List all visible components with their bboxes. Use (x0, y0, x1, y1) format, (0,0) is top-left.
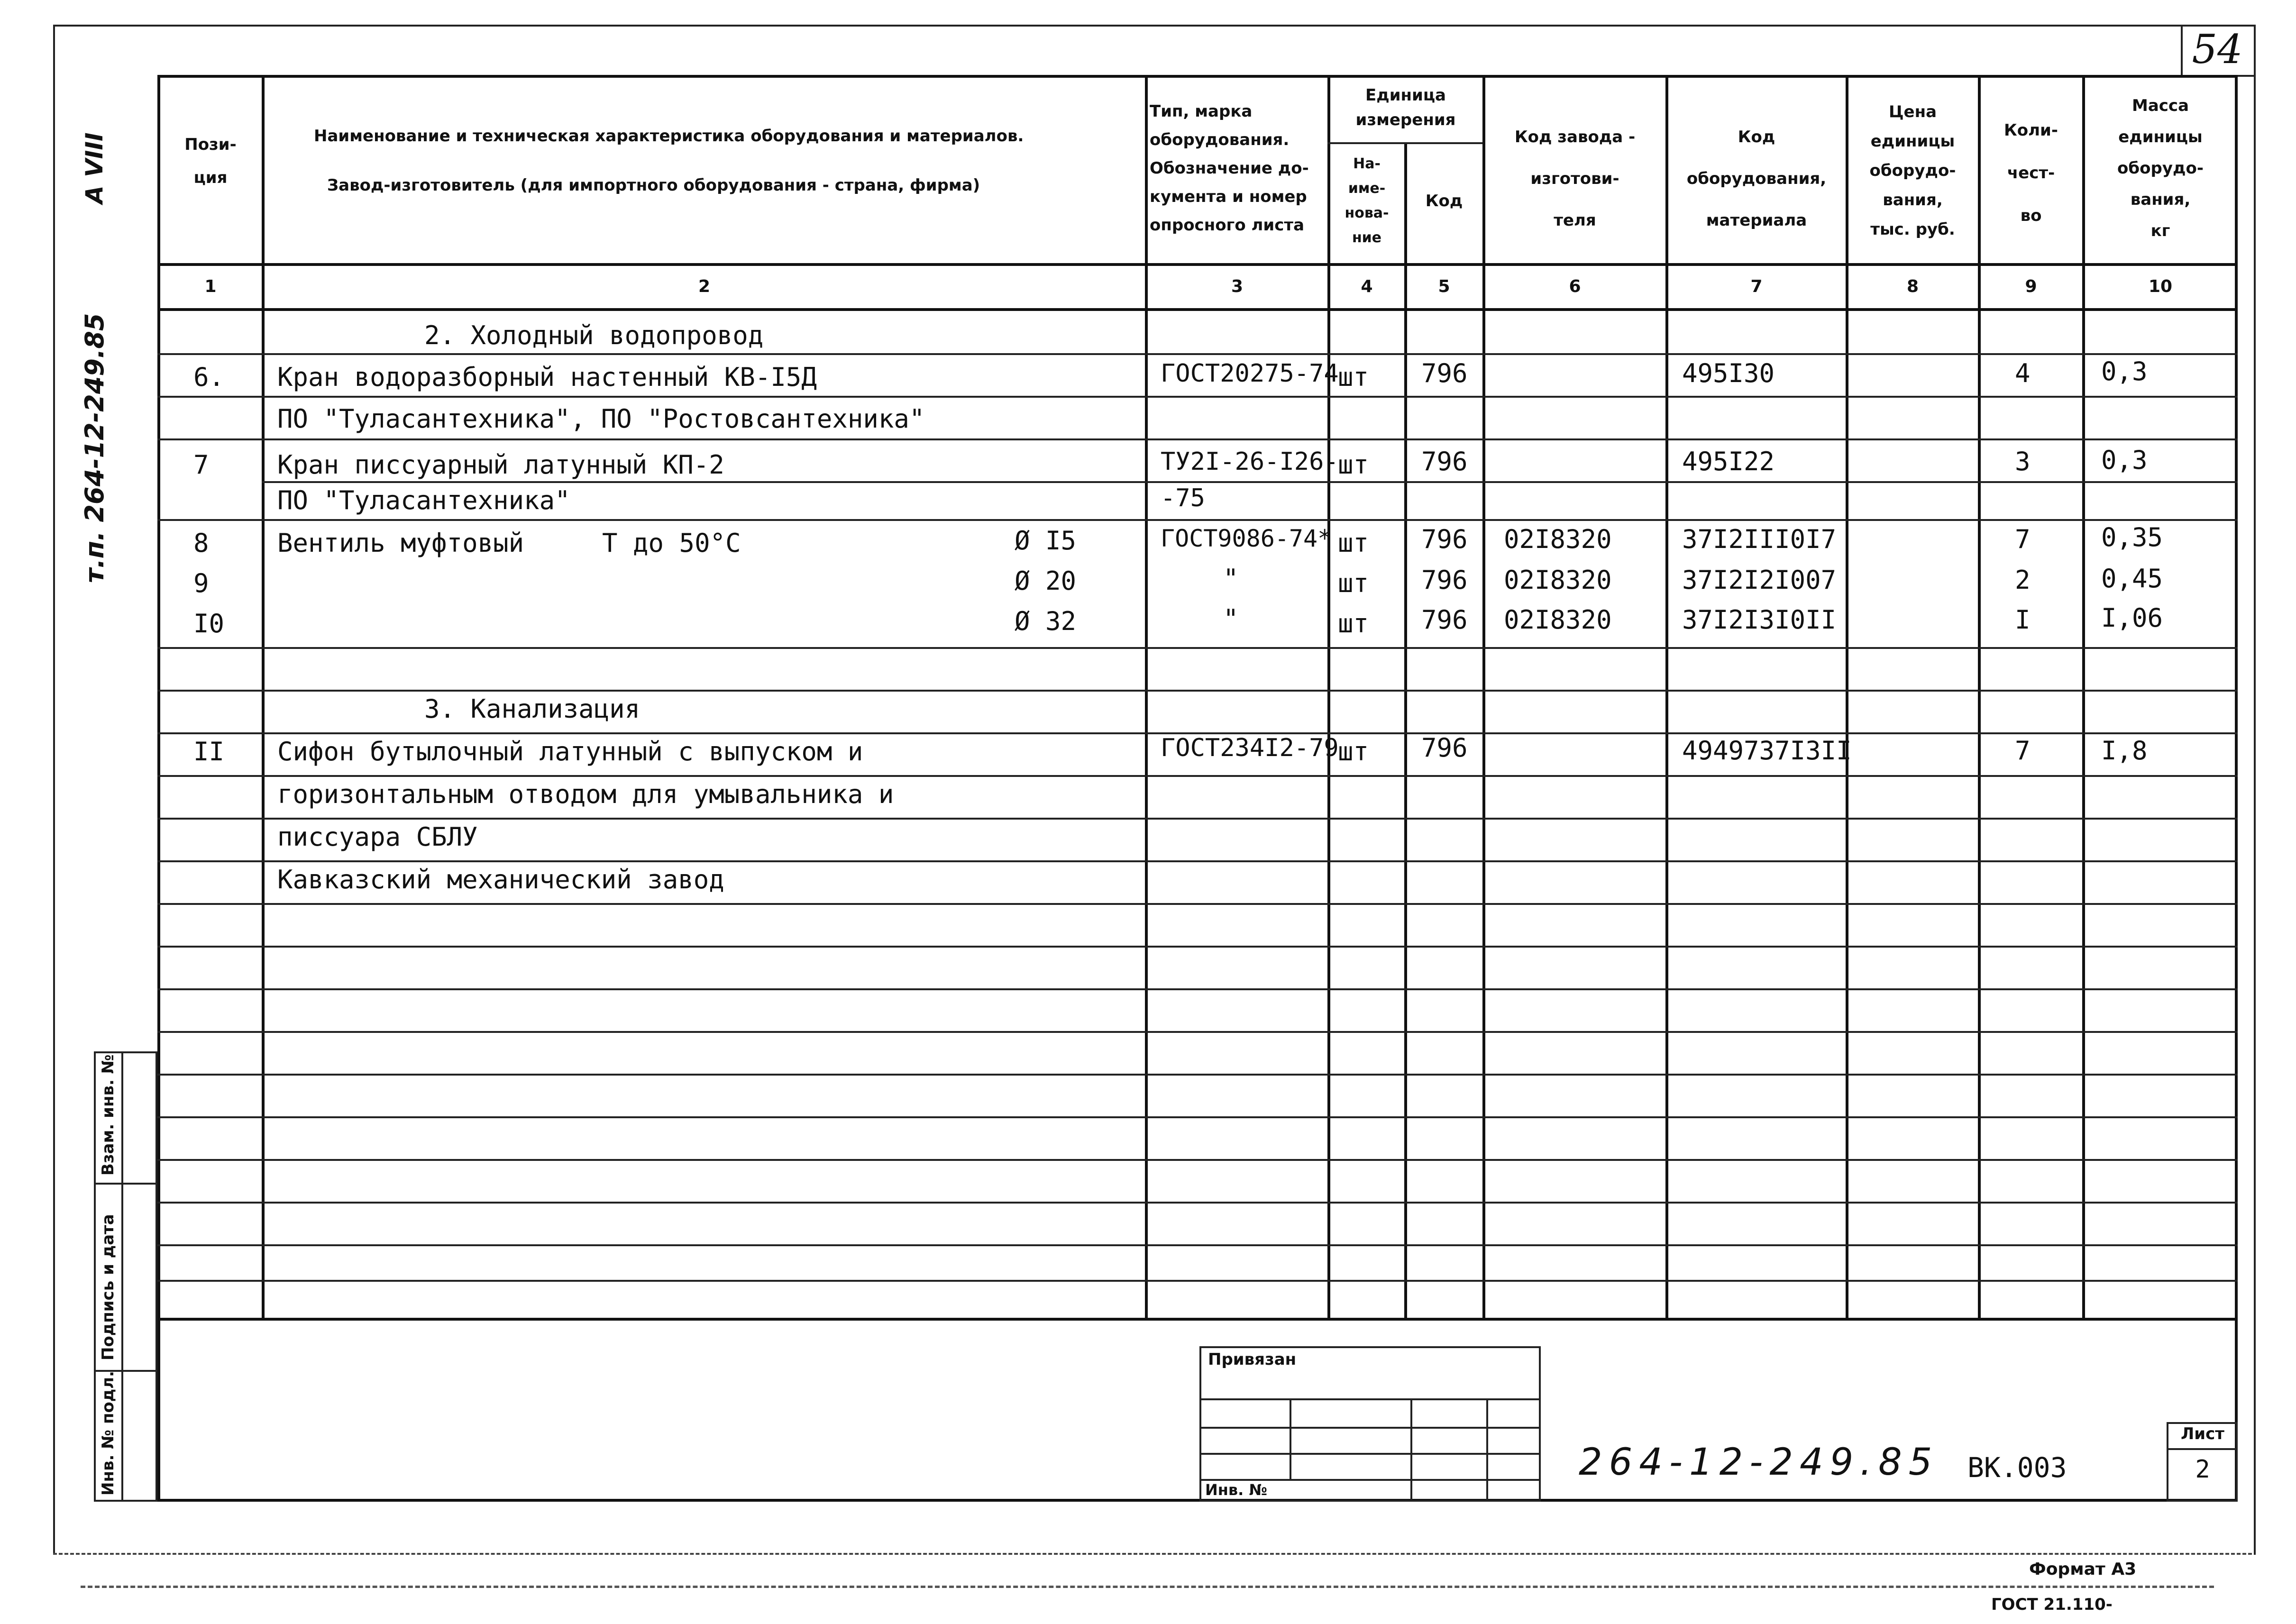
col-divider-9 (2082, 75, 2085, 1318)
table-row-10-doc: " (1223, 604, 1239, 634)
table-row-7-pos: 7 (193, 450, 209, 480)
row-line (157, 818, 2238, 820)
row-line (157, 775, 2238, 777)
attached-vline (1290, 1398, 1291, 1479)
table-row-6-qty: 4 (2015, 358, 2031, 388)
row-line (157, 860, 2238, 862)
colnum-4: 4 (1361, 277, 1373, 296)
table-row-7-item: 495I22 (1682, 447, 1775, 476)
table-row-6-mass: 0,3 (2101, 356, 2148, 386)
header-price: Цена единицы оборудо- вания, тыс. руб. (1869, 102, 1956, 239)
table-row-6-unit: шт (1338, 362, 1369, 392)
header-mass: Масса единицы оборудо- вания, кг (2117, 96, 2204, 240)
table-row-8-qty: 7 (2015, 524, 2031, 554)
table-row-6-doc: ГОСТ20275-74 (1161, 359, 1339, 388)
colnum-2: 2 (698, 277, 711, 296)
colnum-7: 7 (1750, 277, 1763, 296)
col-divider-5 (1482, 75, 1485, 1318)
table-row-6-maker: ПО "Туласантехника", ПО "Ростовсантехника" (277, 404, 925, 434)
table-row-11-name-cont2: писсуара СБЛУ (277, 822, 478, 852)
table-row-7-qty: 3 (2015, 447, 2031, 476)
row-line (157, 903, 2238, 905)
table-row-11-item: 4949737I3II (1682, 736, 1852, 766)
side-doc-label: т.п. 264-12-249.85 (80, 313, 110, 583)
table-row-9-diameter: Ø 20 (1015, 566, 1077, 596)
table-row-9-doc: " (1223, 564, 1239, 593)
attached-vline (1410, 1398, 1412, 1502)
table-row-6-code: 796 (1421, 358, 1468, 388)
colnum-5: 5 (1438, 277, 1450, 296)
row-line (157, 519, 2238, 521)
table-row-8-diameter: Ø I5 (1015, 526, 1077, 556)
header-unit-code: Код (1425, 192, 1463, 210)
row-line (157, 1202, 2238, 1204)
section-title-cold-water: 2. Холодный водопровод (424, 320, 764, 350)
table-row-9-mass: 0,45 (2101, 564, 2163, 593)
row-line (157, 690, 2238, 692)
sheet-label: Лист (2181, 1424, 2224, 1443)
row-line (157, 1031, 2238, 1033)
table-row-10-unit: шт (1338, 609, 1369, 639)
table-row-11-pos: II (193, 737, 225, 766)
row-line (157, 1074, 2238, 1076)
header-bottom-line (157, 263, 2238, 266)
row-line (157, 396, 2238, 398)
row-line (157, 1116, 2238, 1118)
stamp-divider-h1 (94, 1183, 157, 1185)
standard-label: ГОСТ 21.110- (1991, 1595, 2113, 1614)
table-row-10-diameter: Ø 32 (1015, 606, 1077, 636)
stamp-label-replace: Взам. инв. № (99, 1054, 118, 1176)
table-row-7-mass: 0,3 (2101, 445, 2148, 475)
header-unit-group: Единица измерения (1355, 86, 1456, 129)
colnum-9: 9 (2025, 277, 2037, 296)
table-row-10-mass: I,06 (2101, 603, 2163, 633)
attached-vline (1486, 1398, 1488, 1502)
page-number: 54 (2192, 26, 2243, 73)
table-row-7-doc-cont: -75 (1161, 484, 1205, 512)
attached-line (1199, 1398, 1541, 1400)
table-row-8-doc: ГОСТ9086-74* (1161, 525, 1332, 552)
table-row-10-pos: I0 (193, 609, 225, 639)
table-row-8-item: 37I2III0I7 (1682, 524, 1837, 554)
attached-label: Привязан (1208, 1350, 1297, 1369)
stamp-label-signature: Подпись и дата (99, 1214, 118, 1360)
table-row-10-item: 37I2I3I0II (1682, 605, 1837, 635)
cut-line (81, 1586, 2214, 1588)
table-row-8-pos: 8 (193, 528, 209, 558)
table-row-6-item: 495I30 (1682, 358, 1775, 388)
table-row-11-maker: Кавказский механический завод (277, 865, 724, 894)
document-number: 264-12-249.85 (1579, 1441, 1939, 1484)
table-row-7-doc: ТУ2I-26-I26- (1161, 447, 1339, 476)
table-row-6-name: Кран водоразборный настенный КВ-I5Д (277, 362, 817, 392)
table-row-11-name-cont1: горизонтальным отводом для умывальника и (277, 779, 894, 809)
table-row-10-maker-code: 02I8320 (1504, 605, 1612, 635)
col-divider-2 (1145, 75, 1148, 1318)
col-divider-4 (1404, 142, 1407, 1318)
header-name-line1: Наименование и техническая характеристика оборудования и материалов. (314, 127, 1024, 146)
section-code: ВК.003 (1967, 1451, 2067, 1484)
header-unit-name: На- име- нова- ние (1345, 155, 1389, 246)
section-title-sewerage: 3. Канализация (424, 694, 640, 724)
table-row-9-item: 37I2I2I007 (1682, 565, 1837, 595)
colnum-8: 8 (1906, 277, 1919, 296)
table-row-11-doc: ГОСТ234I2-79 (1161, 734, 1339, 762)
col-divider-6 (1665, 75, 1668, 1318)
table-row-8-mass: 0,35 (2101, 522, 2163, 552)
colnum-bottom-line (157, 308, 2238, 311)
col-divider-7 (1846, 75, 1848, 1318)
row-line (157, 946, 2238, 948)
table-row-9-code: 796 (1421, 565, 1468, 595)
table-row-9-maker-code: 02I8320 (1504, 565, 1612, 595)
table-row-7-maker: ПО "Туласантехника" (277, 485, 570, 515)
inventory-label: Инв. № (1205, 1481, 1267, 1499)
sheet-box-line (2167, 1448, 2238, 1450)
table-row-11-name: Сифон бутылочный латунный с выпуском и (277, 737, 863, 766)
header-position: Пози- ция (184, 135, 237, 187)
table-row-8-note: Т до 50°С (602, 528, 741, 558)
stamp-label-inventory: Инв. № подл. (99, 1370, 118, 1496)
table-row-6-pos: 6. (193, 362, 225, 392)
table-row-10-qty: I (2015, 605, 2031, 635)
row-line (157, 647, 2238, 649)
table-row-11-qty: 7 (2015, 736, 2031, 766)
row-line (157, 1159, 2238, 1161)
side-top-label: А VIII (81, 132, 108, 204)
header-type-doc: Тип, марка оборудования. Обозначение до- кумента и номер опросного листа (1150, 102, 1309, 235)
row-line (157, 353, 2238, 355)
header-quantity: Коли- чест- во (2004, 121, 2058, 225)
row-line (157, 1244, 2238, 1246)
sheet-number: 2 (2195, 1455, 2210, 1484)
table-row-9-qty: 2 (2015, 565, 2031, 595)
header-maker-code: Код завода - изготови- теля (1514, 128, 1636, 230)
table-row-7-code: 796 (1421, 447, 1468, 476)
colnum-1: 1 (204, 277, 217, 296)
row-line (157, 1280, 2238, 1282)
table-row-8-unit: шт (1338, 528, 1369, 558)
table-row-11-unit: шт (1338, 737, 1369, 766)
attached-line (1199, 1453, 1541, 1455)
table-row-10-code: 796 (1421, 605, 1468, 635)
table-body-bottom (157, 1318, 2238, 1321)
col-divider-3 (1327, 75, 1330, 1318)
table-row-7-unit: шт (1338, 450, 1369, 480)
table-row-11-mass: I,8 (2101, 736, 2148, 766)
colnum-3: 3 (1231, 277, 1244, 296)
table-row-8-name: Вентиль муфтовый (277, 528, 524, 558)
table-row-8-maker-code: 02I8320 (1504, 524, 1612, 554)
row-line (157, 438, 2238, 440)
attached-stamp (1199, 1346, 1541, 1502)
attached-line (1199, 1427, 1541, 1429)
row-line (157, 988, 2238, 990)
table-row-11-code: 796 (1421, 733, 1468, 763)
unit-group-divider (1327, 142, 1482, 144)
colnum-10: 10 (2148, 277, 2173, 296)
col-divider-1 (262, 75, 265, 1318)
colnum-6: 6 (1569, 277, 1581, 296)
header-name-line2: Завод-изготовитель (для импортного оборудования - страна, фирма) (327, 176, 980, 195)
col-divider-8 (1978, 75, 1981, 1318)
table-row-7-name: Кран писсуарный латунный КП-2 (277, 450, 724, 480)
table-row-9-pos: 9 (193, 568, 209, 598)
sheet-bottom-edge (53, 1553, 2252, 1555)
stamp-divider-v (121, 1051, 123, 1502)
table-row-8-code: 796 (1421, 524, 1468, 554)
format-label: Формат А3 (2029, 1560, 2137, 1579)
header-item-code: Код оборудования, материала (1686, 128, 1827, 230)
table-row-9-unit: шт (1338, 568, 1369, 598)
